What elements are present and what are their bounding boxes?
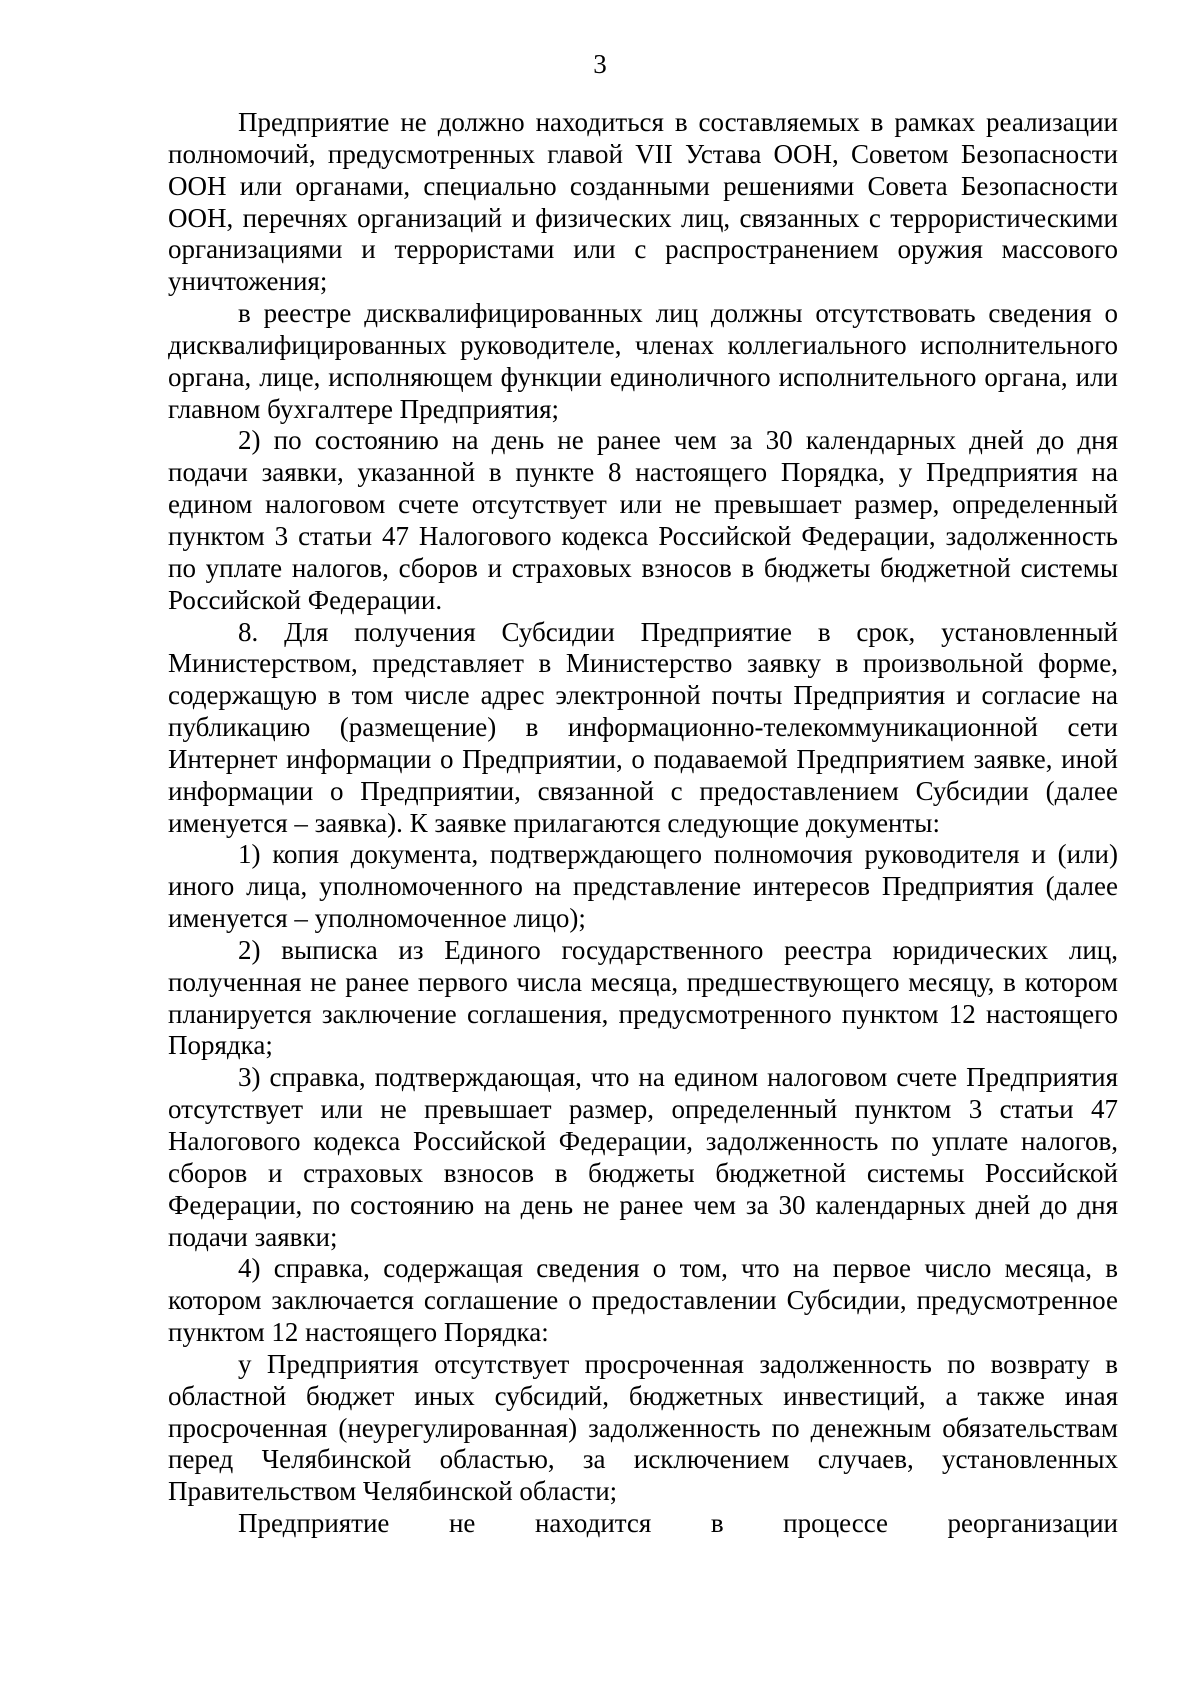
- document-body: [168, 107, 1118, 1540]
- paragraph-un-lists: Предприятие не должно находиться в составляемых в рамках реализации полномочий, предусмотренных главой VII Устава ООН, Советом Безопасности ООН или органами, специально созданными решениями Совета Безопасности ООН, перечнях организаций и физических лиц, связанных с террористическими организациями и террористами или с распространением оружия массового уничтожения;: [168, 107, 1118, 297]
- paragraph-overdue-debt: у Предприятия отсутствует просроченная задолженность по возврату в областной бюджет иных субсидий, бюджетных инвестиций, а также иная просроченная (неурегулированная) задолженность по денежным обязательствам перед Челябинской областью, за исключением случаев, установленных Правительством Челябинской области;: [168, 1348, 1118, 1507]
- paragraph-tax-debt-condition: 2) по состоянию на день не ранее чем за 30 календарных дней до дня подачи заявки, указанной в пункте 8 настоящего Порядка, у Предприятия на едином налоговом счете отсутствует или не превышает размер, определенный пунктом 3 статьи 47 Налогового кодекса Российской Федерации, задолженность по уплате налогов, сборов и страховых взносов в бюджеты бюджетной системы Российской Федерации.: [168, 425, 1118, 615]
- paragraph-doc-4-certificate: 4) справка, содержащая сведения о том, что на первое число месяца, в котором заключается соглашение о предоставлении Субсидии, предусмотренное пунктом 12 настоящего Порядка:: [168, 1253, 1118, 1348]
- paragraph-reorganization: Предприятие не находится в процессе реорганизации: [238, 1508, 1118, 1539]
- paragraph-disqualified-registry: в реестре дисквалифицированных лиц должны отсутствовать сведения о дисквалифицированных руководителе, членах коллегиального исполнительного органа, лице, исполняющем функции единоличного исполнительного органа, или главном бухгалтере Предприятия;: [168, 298, 1118, 424]
- paragraph-application-8: 8. Для получения Субсидии Предприятие в срок, установленный Министерством, представляет в Министерство заявку в произвольной форме, содержащую в том числе адрес электронной почты Предприятия и согласие на публикацию (размещение) в информационно-телекоммуникационной сети Интернет информации о Предприятии, о подаваемой Предприятием заявке, иной информации о Предприятии, связанной с предоставлением Субсидии (далее именуется – заявка). К заявке прилагаются следующие документы:: [168, 616, 1118, 838]
- paragraph-doc-2-register-extract: 2) выписка из Единого государственного реестра юридических лиц, полученная не ранее первого числа месяца, предшествующего месяцу, в котором планируется заключение соглашения, предусмотренного пунктом 12 настоящего Порядка;: [168, 934, 1118, 1061]
- paragraph-doc-1-authority-copy: 1) копия документа, подтверждающего полномочия руководителя и (или) иного лица, уполномоченного на представление интересов Предприятия (далее именуется – уполномоченное лицо);: [168, 839, 1118, 934]
- paragraph-doc-3-tax-certificate: 3) справка, подтверждающая, что на едином налоговом счете Предприятия отсутствует или не превышает размер, определенный пунктом 3 статьи 47 Налогового кодекса Российской Федерации, задолженность по уплате налогов, сборов и страховых взносов в бюджеты бюджетной системы Российской Федерации, по состоянию на день не ранее чем за 30 календарных дней до дня подачи заявки;: [168, 1062, 1118, 1252]
- page-number: 3: [593, 49, 607, 79]
